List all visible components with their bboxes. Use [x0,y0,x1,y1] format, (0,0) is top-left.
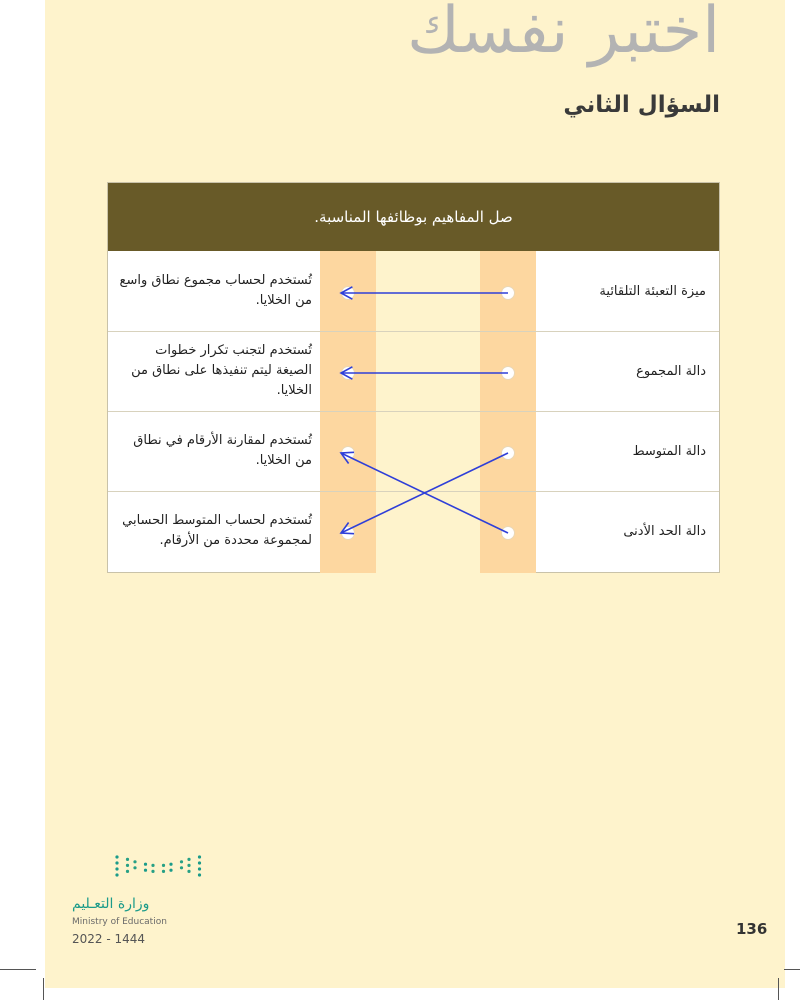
logo-dot [162,864,165,867]
logo-dot [198,855,201,858]
logo-dot [144,869,147,872]
logo-dot [169,863,172,866]
logo-dot [126,870,129,873]
ministry-logo-icon [113,853,205,889]
table-header [108,183,719,251]
instruction-text: صل المفاهيم بوظائفها المناسبة. [314,208,513,226]
function-dot-1[interactable] [341,286,355,300]
concept-dot-4[interactable] [501,526,515,540]
page-title: اختبر نفسك [407,0,720,68]
function-cell-2: تُستخدم لتجنب تكرار خطوات الصيغة ليتم تنفيذها على نطاق من الخلايا. [131,343,312,398]
concept-dot-2[interactable] [501,366,515,380]
logo-dot [162,870,165,873]
function-dot-2[interactable] [341,366,355,380]
concept-cell-2: دالة المجموع [636,363,706,379]
logo-dot [187,864,190,867]
function-dot-3[interactable] [341,446,355,460]
page-number: 136 [736,920,768,938]
ministry-name-ar: وزارة التعـليم [72,896,150,912]
ministry-name-en: Ministry of Education [72,917,167,927]
concept-cell-3: دالة المتوسط [632,443,706,459]
crop-mark [43,978,44,1000]
logo-dot [115,873,118,876]
logo-dot [133,866,136,869]
logo-dot [198,873,201,876]
logo-dot [151,870,154,873]
function-cell-3: تُستخدم لمقارنة الأرقام في نطاق من الخلايا. [133,433,312,468]
logo-dot [144,863,147,866]
logo-dot [187,870,190,873]
crop-mark [0,969,36,970]
logo-dot [133,860,136,863]
concept-cell-1: ميزة التعبئة التلقائية [599,283,706,299]
function-cell-1: تُستخدم لحساب مجموع نطاق واسع من الخلايا. [119,273,312,308]
logo-dot [180,860,183,863]
logo-dot [169,869,172,872]
logo-dot [115,855,118,858]
function-cell-4: تُستخدم لحساب المتوسط الحسابي لمجموعة محددة من الأرقام. [122,513,312,548]
logo-dot [115,861,118,864]
concept-dot-3[interactable] [501,446,515,460]
crop-mark [778,978,779,1000]
question-label: السؤال الثاني [563,92,720,118]
concept-cell-4: دالة الحد الأدنى [623,523,706,539]
logo-dot [198,861,201,864]
logo-dot [126,864,129,867]
concept-dot-1[interactable] [501,286,515,300]
logo-dot [115,867,118,870]
connector-gap [376,251,480,573]
edition-year: 2022 - 1444 [72,932,146,946]
logo-dot [180,866,183,869]
function-dot-4[interactable] [341,526,355,540]
logo-dot [187,858,190,861]
crop-mark [784,969,800,970]
logo-dot [198,867,201,870]
logo-dot [151,864,154,867]
matching-table [107,182,720,573]
logo-dot [126,858,129,861]
